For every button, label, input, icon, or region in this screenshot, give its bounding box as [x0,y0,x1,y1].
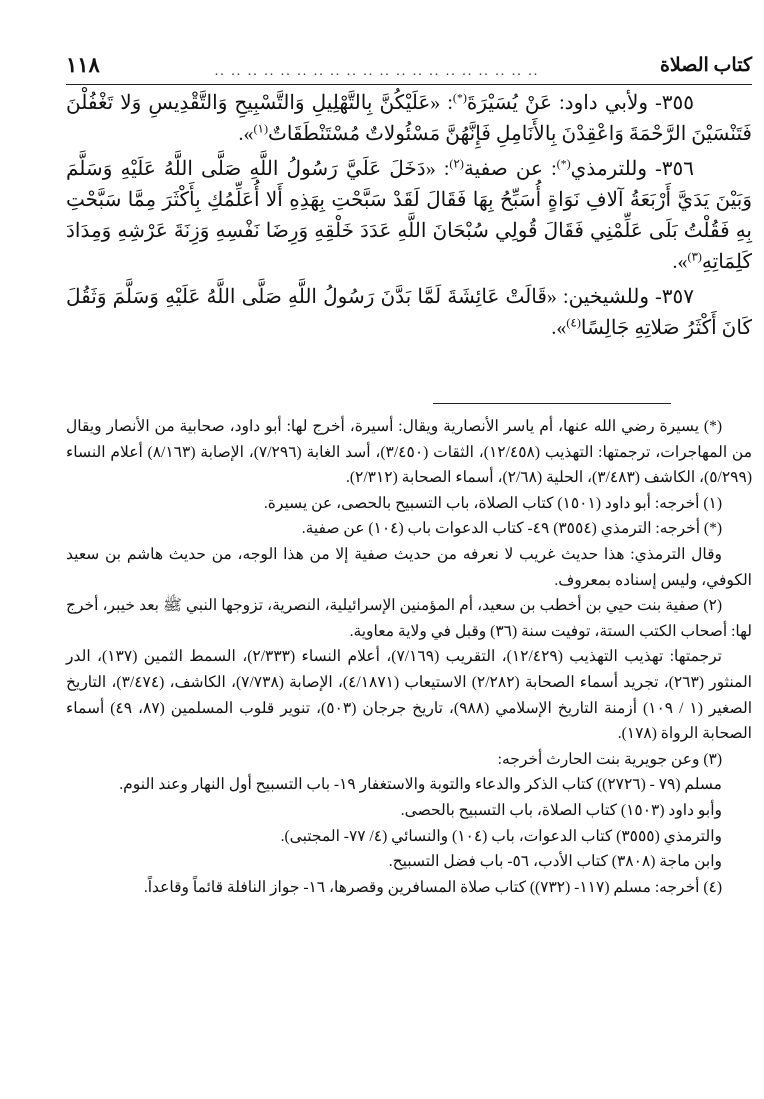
footnote-marker: (٢) [449,156,464,171]
footnote-3-ibn-majah: وابن ماجة (٣٨٠٨) كتاب الأدب، ٥٦- باب فضل التسبيح. [388,853,722,871]
hadith-ending: ». [238,123,254,145]
footnote-marker: (١) [253,121,268,136]
footnote-marker: (٣) [687,249,702,264]
footnote-tirmidhi: (*) أخرجه: الترمذي (٣٥٥٤) ٤٩- كتاب الدعوات باب (١٠٤) عن صفية. [301,520,722,538]
footnote-marker: (٤) [566,315,581,330]
hadith-source: وللترمذي [570,158,647,180]
hadith-357: ٣٥٧- وللشيخين: «قَالَتْ عَائِشَةَ لَمَّا بَدَّنَ رَسُولُ اللَّهِ صَلَّى اللَّهُ عَلَيْهِ وَسَلَّمَ وَثَقُلَ كَانَ أَكْثَرُ صَلاتِهِ جَالِسًا$^{(٤)}$». [66,286,752,339]
hadith-356: ٣٥٦- وللترمذي(*): عن صفية$^{(٢)}$: «دَخَلَ عَلَيَّ رَسُولُ اللَّهِ صَلَّى اللَّهُ عَلَيْهِ وَسَلَّمَ وَبَيْنَ يَدَيَّ أَرْبَعَةُ آلافِ نَوَاةٍ أُسَبِّحُ بِهَا فَقَالَ لَقَدْ سَبَّحْتِ بِهَذِهِ أَلا أُعَلِّمُكِ بِأَكْثَرَ مِمَّا سَبَّحْتِ بِهِ فَقُلْتُ بَلَى عَلِّمْنِي فَقَالَ قُولِي سُبْحَانَ اللَّهِ عَدَدَ خَلْقِهِ وَرِضَا نَفْسِهِ وَزِنَةَ عَرْشِهِ وَمِدَادَ كَلِمَاتِهِ$^{(٣)}$». [66,156,752,273]
footnote-3: (٣) وعن جويرية بنت الحارث أخرجه: [497,750,722,768]
hadith-number: ٣٥٥ [661,92,694,114]
footnote-4: (٤) أخرجه: مسلم (١١٧- (٧٣٢)) كتاب صلاة المسافرين وقصرها، ١٦- جواز النافلة قائماً وقاعداً. [143,878,722,896]
footnote-3-tirmidhi: والترمذي (٣٥٥٥) كتاب الدعوات، باب (١٠٤) والنسائي (٤/ ٧٧- المجتبى). [280,827,722,845]
narrator-note-marker: (*) [556,156,571,171]
hadith-source: ولأبي داود: عَنْ يُسَيْرَةَ [466,92,649,114]
footnote-3-muslim: مسلم (٧٩ - (٢٧٢٦)) كتاب الذكر والدعاء والتوبة والاستغفار ١٩- باب التسبيح أول النهار وعند النوم. [119,776,722,794]
hadith-text: : «قَالَتْ عَائِشَةَ لَمَّا بَدَّنَ رَسُولُ اللَّهِ صَلَّى اللَّهُ عَلَيْهِ وَسَلَّمَ وَثَقُلَ كَانَ أَكْثَرُ صَلاتِهِ جَالِسًا [66,286,752,339]
hadith-number: ٣٥٦ [661,158,695,180]
footnote-1: (١) أخرجه: أبو داود (١٥٠١) كتاب الصلاة، باب التسبيح بالحصى، عن يسيرة. [263,494,722,512]
leader-dots: .. .. .. .. .. .. .. .. .. .. .. .. .. .. .. .. .. .. .. .. [214,64,540,79]
running-title: كتاب الصلاة [659,55,752,76]
footnote-tirmidhi-comment: وقال الترمذي: هذا حديث غريب لا نعرفه من حديث صفية إلا من هذا الوجه، من حديث هاشم بن سعيد الكوفي، وليس إسناده بمعروف. [66,545,752,589]
hadith-ending: ». [551,317,567,339]
hadith-text: : «دَخَلَ عَلَيَّ رَسُولُ اللَّهِ صَلَّى اللَّهُ عَلَيْهِ وَسَلَّمَ وَبَيْنَ يَدَيَّ أَرْبَعَةُ آلافِ نَوَاةٍ أُسَبِّحُ بِهَا فَقَالَ لَقَدْ سَبَّحْتِ بِهَذِهِ أَلا أُعَلِّمُكِ بِأَكْثَرَ مِمَّا سَبَّحْتِ بِهِ فَقُلْتُ بَلَى عَلِّمْنِي فَقَالَ قُولِي سُبْحَانَ اللَّهِ عَدَدَ خَلْقِهِ وَرِضَا نَفْسِهِ وَزِنَةَ عَرْشِهِ وَمِدَادَ كَلِمَاتِهِ [66,158,752,273]
page-number: ١١٨ [66,52,100,77]
hadith-source-2: : عن صفية [463,158,557,180]
footnote-separator [433,403,671,404]
footnote-2-biography: ترجمتها: تهذيب التهذيب (١٢/٤٢٩)، التقريب (٧/١٦٩)، أعلام النساء (٢/٣٣٣)، السمط الثمين (١٣٧)، الدر المنثور (٢٦٣)، تجريد أسماء الصحابة (٢/٢٨٢) الاستيعاب (٤/١٨٧١)، الإصابة (٧/٧٣٨)، الكاشف، (٣/٤٧٤)، التاريخ الصغير (١ / ١٠٩) أزمنة التاريخ الإسلامي (٩٨٨)، تاريخ جرجان (٥٠٣)، تنوير قلوب المسلمين (٨٧، ٤٩) أسماء الصحابة الرواة (١٧٨). [66,648,753,743]
hadith-text: : «عَلَيْكُنَّ بِالتَّهْلِيلِ وَالتَّسْبِيحِ وَالتَّقْدِيسِ وَلا تَغْفُلْنَ فَتَنْسَيْنَ الرَّحْمَةَ وَاعْقِدْنَ بِالأَنَامِلِ فَإِنَّهُنَّ مَسْئُولاتٌ مُسْتَنْطَقَاتٌ [66,92,752,145]
footnote-3-abu-dawud: وأبو داود (١٥٠٣) كتاب الصلاة، باب التسبيح بالحصى. [400,801,722,819]
hadith-ending: ». [672,251,688,273]
narrator-note-marker: (*) [452,90,467,105]
running-header [66,54,752,85]
footnote-2: (٢) صفية بنت حيي بن أخطب بن سعيد، أم المؤمنين الإسرائيلية، النصرية، تزوجها النبي ﷺ بعد خيبر، أخرج لها: أصحاب الكتب الستة، توفيت سنة (٣٦) وقبل في ولاية معاوية. [66,597,752,640]
hadith-number: ٣٥٧ [661,286,694,308]
hadith-source: وللشيخين [568,286,649,308]
footnote-yusayra: (*) يسيرة رضي الله عنها، أم ياسر الأنصارية ويقال: أسيرة، أخرج لها: أبو داود، صحابية من الأنصار ويقال من المهاجرات، ترجمتها: التهذيب (١٢/٤٥٨)، الثقات (٣/٤٥٠)، أسد الغابة (٧/٢٩٦)، الإصابة (٨/١٦٣) أعلام النساء (٥/٢٩٩)، الكاشف (٣/٤٨٣)، الحلية (٢/٦٨)، أسماء الصحابة (٢/٣١٢). [66,418,753,487]
hadith-355: ٣٥٥- ولأبي داود: عَنْ يُسَيْرَةَ(*): «عَلَيْكُنَّ بِالتَّهْلِيلِ وَالتَّسْبِيحِ وَالتَّقْدِيسِ وَلا تَغْفُلْنَ فَتَنْسَيْنَ الرَّحْمَةَ وَاعْقِدْنَ بِالأَنَامِلِ فَإِنَّهُنَّ مَسْئُولاتٌ مُسْتَنْطَقَاتٌ$^{(١)}$». [66,90,752,145]
hadith-section [66,88,752,348]
footnotes-section [66,414,752,900]
